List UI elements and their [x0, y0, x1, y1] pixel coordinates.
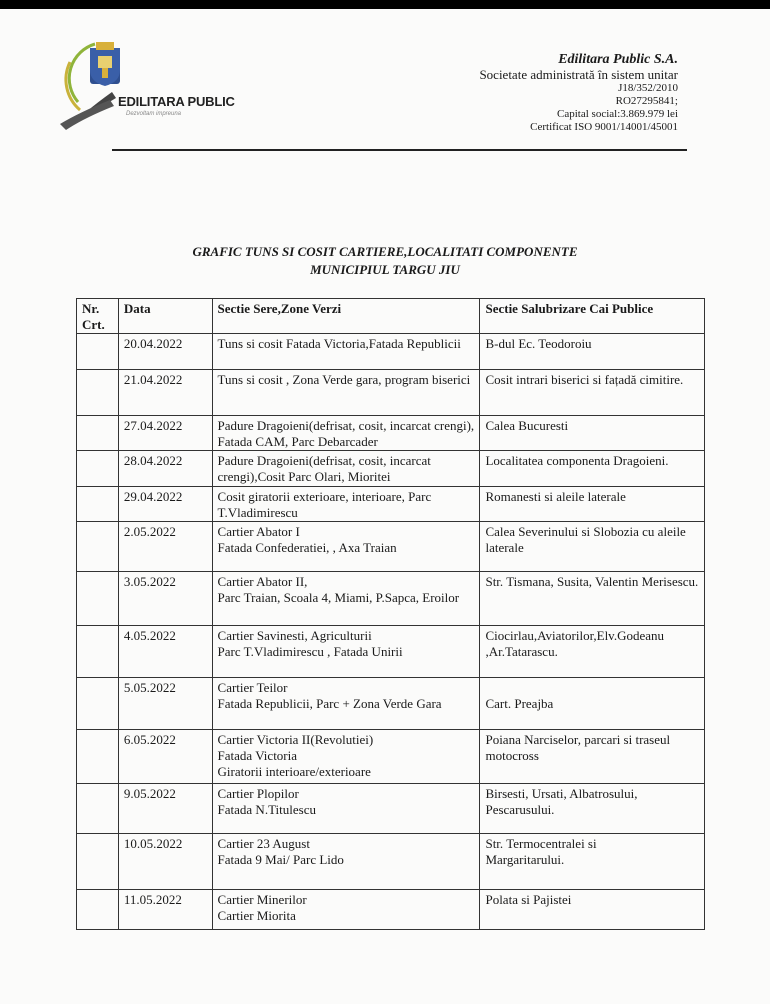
- row-green-zone-task: Tuns si cosit Fatada Victoria,Fatada Republicii: [212, 334, 480, 370]
- row-green-zone-task: Tuns si cosit , Zona Verde gara, program biserici: [212, 370, 480, 416]
- header-green-zones: Sectie Sere,Zone Verzi: [212, 299, 480, 334]
- row-cleaning-task: Localitatea componenta Dragoieni.: [480, 451, 705, 487]
- company-line-4: Capital social:3.869.979 lei: [557, 108, 678, 120]
- row-green-zone-task: Cartier Victoria II(Revolutiei) Fatada Victoria Giratorii interioare/exterioare: [212, 730, 480, 784]
- row-number: [77, 334, 119, 370]
- company-line-3: RO27295841;: [615, 95, 678, 107]
- top-border: [0, 0, 770, 9]
- header-date: Data: [118, 299, 212, 334]
- row-green-zone-task: Cartier Teilor Fatada Republicii, Parc + Zona Verde Gara: [212, 678, 480, 730]
- company-line-5: Certificat ISO 9001/14001/45001: [530, 121, 678, 133]
- table-row: [77, 834, 705, 890]
- row-date: 29.04.2022: [118, 487, 212, 522]
- row-date: 5.05.2022: [118, 678, 212, 730]
- header-road-cleaning: Sectie Salubrizare Cai Publice: [480, 299, 705, 334]
- schedule-table: [76, 298, 705, 930]
- row-green-zone-task: Padure Dragoieni(defrisat, cosit, incarcat crengi), Fatada CAM, Parc Debarcader: [212, 416, 480, 451]
- row-date: 28.04.2022: [118, 451, 212, 487]
- edilitara-logo: [50, 32, 250, 132]
- row-date: 20.04.2022: [118, 334, 212, 370]
- table-row: [77, 451, 705, 487]
- row-date: 27.04.2022: [118, 416, 212, 451]
- row-date: 4.05.2022: [118, 626, 212, 678]
- row-number: [77, 784, 119, 834]
- row-cleaning-task: Cart. Preajba: [480, 678, 705, 730]
- row-number: [77, 626, 119, 678]
- row-cleaning-task: Calea Bucuresti: [480, 416, 705, 451]
- row-date: 21.04.2022: [118, 370, 212, 416]
- logo-tagline: Dezvoltam impreuna: [126, 111, 182, 117]
- document-title: GRAFIC TUNS SI COSIT CARTIERE,LOCALITATI COMPONENTE: [192, 244, 578, 259]
- row-number: [77, 890, 119, 930]
- row-number: [77, 834, 119, 890]
- row-cleaning-task: Cosit intrari biserici si fațadă cimitire.: [480, 370, 705, 416]
- row-cleaning-task: Romanesti si aleile laterale: [480, 487, 705, 522]
- row-cleaning-task: Poiana Narciselor, parcari si traseul motocross: [480, 730, 705, 784]
- table-header-row: [77, 299, 705, 334]
- row-green-zone-task: Cartier Abator II, Parc Traian, Scoala 4, Miami, P.Sapca, Eroilor: [212, 572, 480, 626]
- row-cleaning-task: Birsesti, Ursati, Albatrosului, Pescarusului.: [480, 784, 705, 834]
- row-green-zone-task: Cartier Abator I Fatada Confederatiei, , Axa Traian: [212, 522, 480, 572]
- table-row: [77, 890, 705, 930]
- document-subtitle: MUNICIPIUL TARGU JIU: [310, 262, 460, 277]
- row-number: [77, 572, 119, 626]
- row-number: [77, 678, 119, 730]
- row-number: [77, 370, 119, 416]
- row-green-zone-task: Cartier 23 August Fatada 9 Mai/ Parc Lido: [212, 834, 480, 890]
- row-cleaning-task: Calea Severinului si Slobozia cu aleile laterale: [480, 522, 705, 572]
- row-cleaning-task: Ciocirlau,Aviatorilor,Elv.Godeanu ,Ar.Tatarascu.: [480, 626, 705, 678]
- row-green-zone-task: Cosit giratorii exterioare, interioare, Parc T.Vladimirescu: [212, 487, 480, 522]
- row-date: 2.05.2022: [118, 522, 212, 572]
- table-row: [77, 572, 705, 626]
- logo-wordmark: EDILITARA PUBLIC: [118, 94, 235, 109]
- row-green-zone-task: Padure Dragoieni(defrisat, cosit, incarcat crengi),Cosit Parc Olari, Mioritei: [212, 451, 480, 487]
- row-number: [77, 451, 119, 487]
- row-cleaning-task: Polata si Pajistei: [480, 890, 705, 930]
- row-cleaning-task: B-dul Ec. Teodoroiu: [480, 334, 705, 370]
- table-row: [77, 487, 705, 522]
- table-row: [77, 626, 705, 678]
- company-line-2: J18/352/2010: [618, 82, 678, 94]
- table-row: [77, 416, 705, 451]
- row-date: 9.05.2022: [118, 784, 212, 834]
- row-green-zone-task: Cartier Plopilor Fatada N.Titulescu: [212, 784, 480, 834]
- table-row: [77, 522, 705, 572]
- company-info: [479, 52, 678, 134]
- table-row: [77, 784, 705, 834]
- table-row: [77, 334, 705, 370]
- row-number: [77, 416, 119, 451]
- company-name: Edilitara Public S.A.: [558, 52, 678, 67]
- row-date: 3.05.2022: [118, 572, 212, 626]
- row-green-zone-task: Cartier Minerilor Cartier Miorita: [212, 890, 480, 930]
- row-cleaning-task: Str. Tismana, Susita, Valentin Merisescu.: [480, 572, 705, 626]
- header-nr: Nr. Crt.: [77, 299, 119, 334]
- row-number: [77, 730, 119, 784]
- row-number: [77, 487, 119, 522]
- row-date: 10.05.2022: [118, 834, 212, 890]
- table-row: [77, 730, 705, 784]
- company-line-1: Societate administrată în sistem unitar: [479, 67, 678, 82]
- row-date: 11.05.2022: [118, 890, 212, 930]
- table-row: [77, 370, 705, 416]
- row-date: 6.05.2022: [118, 730, 212, 784]
- header-divider: [112, 149, 687, 151]
- row-number: [77, 522, 119, 572]
- row-cleaning-task: Str. Termocentralei si Margaritarului.: [480, 834, 705, 890]
- table-row: [77, 678, 705, 730]
- row-green-zone-task: Cartier Savinesti, Agriculturii Parc T.Vladimirescu , Fatada Unirii: [212, 626, 480, 678]
